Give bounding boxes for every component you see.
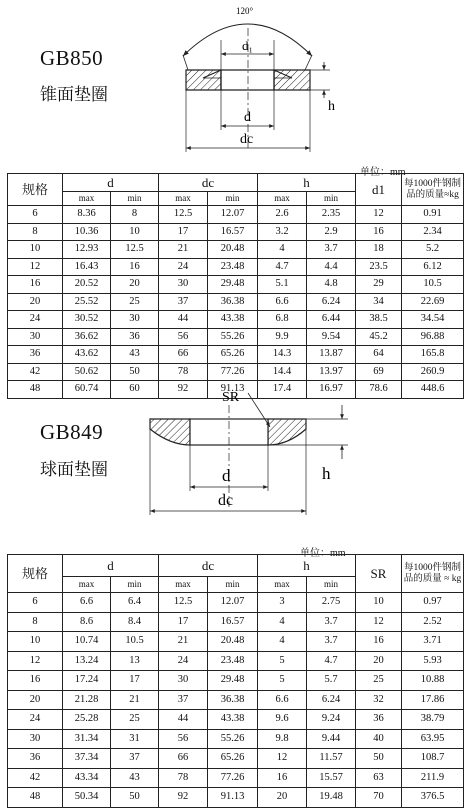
header-mass: 每1000件钢制品的质量 ≈ kg (402, 555, 464, 593)
table-cell: 30 (159, 671, 208, 691)
table-cell: 50.62 (63, 363, 111, 381)
gb849-name: 球面垫圈 (40, 460, 108, 479)
table-cell: 29.48 (208, 276, 258, 294)
gb849-unit: 单位：mm (300, 548, 346, 559)
table-row (8, 788, 464, 808)
table-cell: 16 (111, 258, 159, 276)
cell-spec: 24 (8, 710, 63, 730)
table-row (8, 768, 464, 788)
table-cell: 78 (159, 768, 208, 788)
table-cell: 10.5 (111, 632, 159, 652)
label-d: d (222, 466, 231, 485)
table-cell: 13.24 (63, 651, 111, 671)
table-cell: 8.36 (63, 206, 111, 224)
table-cell: 31 (111, 729, 159, 749)
table-cell: 23.5 (356, 258, 402, 276)
table-cell: 376.5 (402, 788, 464, 808)
cell-spec: 30 (8, 729, 63, 749)
table-cell: 25.52 (63, 293, 111, 311)
table-cell: 37 (159, 690, 208, 710)
table-cell: 21 (111, 690, 159, 710)
table-cell: 4.7 (307, 651, 356, 671)
table-cell: 8.4 (111, 612, 159, 632)
table-cell: 448.6 (402, 381, 464, 399)
table-cell: 9.6 (258, 710, 307, 730)
cell-spec: 30 (8, 328, 63, 346)
table-cell: 50.34 (63, 788, 111, 808)
table-row (8, 311, 464, 329)
header-min: min (208, 577, 258, 593)
table-cell: 8 (111, 206, 159, 224)
table-cell: 96.88 (402, 328, 464, 346)
cell-spec: 8 (8, 223, 63, 241)
table-cell: 25 (111, 710, 159, 730)
table-row (8, 710, 464, 730)
table-cell: 13.87 (307, 346, 356, 364)
table-cell: 17 (159, 612, 208, 632)
gb850-code: GB850 (40, 46, 104, 70)
table-cell: 9.54 (307, 328, 356, 346)
cell-spec: 24 (8, 311, 63, 329)
cell-spec: 16 (8, 276, 63, 294)
table-cell: 6.6 (63, 593, 111, 613)
table-row (8, 749, 464, 769)
angle-label: 120° (236, 6, 254, 16)
table-cell: 10 (356, 593, 402, 613)
table-cell: 77.26 (208, 363, 258, 381)
table-cell: 34 (356, 293, 402, 311)
table-cell: 2.9 (307, 223, 356, 241)
table-cell: 24 (159, 651, 208, 671)
table-cell: 3.7 (307, 612, 356, 632)
header-max: max (63, 577, 111, 593)
table-cell: 16 (258, 768, 307, 788)
table-cell: 16.57 (208, 223, 258, 241)
table-cell: 50 (111, 788, 159, 808)
table-cell: 66 (159, 749, 208, 769)
cell-spec: 12 (8, 258, 63, 276)
cell-spec: 20 (8, 293, 63, 311)
gb850-drawing (0, 0, 470, 170)
table-cell: 77.26 (208, 768, 258, 788)
table-cell: 50 (356, 749, 402, 769)
table-cell: 5 (258, 671, 307, 691)
table-row (8, 328, 464, 346)
cell-spec: 10 (8, 632, 63, 652)
table-cell: 10.36 (63, 223, 111, 241)
table-cell: 3.7 (307, 241, 356, 259)
table-cell: 18 (356, 241, 402, 259)
washer-right-section (268, 419, 306, 445)
table-cell: 92 (159, 381, 208, 399)
label-h: h (322, 464, 331, 483)
table-cell: 4 (258, 612, 307, 632)
table-cell: 10.5 (402, 276, 464, 294)
header-mass: 每1000件钢制品的质量≈kg (402, 174, 464, 206)
table-cell: 56 (159, 328, 208, 346)
table-row (8, 632, 464, 652)
header-d1: d1 (356, 174, 402, 206)
table-cell: 0.97 (402, 593, 464, 613)
table-cell: 5.93 (402, 651, 464, 671)
table-cell: 56 (159, 729, 208, 749)
table-cell: 10.74 (63, 632, 111, 652)
table-cell: 3 (258, 593, 307, 613)
header-max: max (258, 192, 307, 206)
table-cell: 5 (258, 651, 307, 671)
table-cell: 4.7 (258, 258, 307, 276)
cell-spec: 36 (8, 346, 63, 364)
cell-spec: 48 (8, 788, 63, 808)
table-cell: 6.44 (307, 311, 356, 329)
cell-spec: 8 (8, 612, 63, 632)
header-max: max (258, 577, 307, 593)
table-cell: 37.34 (63, 749, 111, 769)
label-sr: SR (222, 390, 240, 405)
table-cell: 16 (356, 632, 402, 652)
table-cell: 78.6 (356, 381, 402, 399)
table-cell: 10 (111, 223, 159, 241)
table-cell: 20 (258, 788, 307, 808)
table-cell: 23.48 (208, 651, 258, 671)
table-cell: 91.13 (208, 381, 258, 399)
label-dc: dc (240, 132, 254, 147)
table-cell: 13 (111, 651, 159, 671)
table-cell: 165.8 (402, 346, 464, 364)
table-cell: 29.48 (208, 671, 258, 691)
table-cell: 16 (356, 223, 402, 241)
header-sr: SR (356, 555, 402, 593)
table-cell: 36.38 (208, 690, 258, 710)
table-cell: 12.5 (159, 593, 208, 613)
table-cell: 44 (159, 311, 208, 329)
gb849-drawing (0, 375, 470, 525)
header-min: min (111, 192, 159, 206)
table-cell: 12.07 (208, 206, 258, 224)
table-cell: 60.74 (63, 381, 111, 399)
table-cell: 20.48 (208, 632, 258, 652)
cell-spec: 42 (8, 768, 63, 788)
table-cell: 4 (258, 632, 307, 652)
table-cell: 23.48 (208, 258, 258, 276)
table-cell: 17 (111, 671, 159, 691)
table-cell: 30 (159, 276, 208, 294)
table-cell: 17 (159, 223, 208, 241)
table-cell: 17.86 (402, 690, 464, 710)
table-cell: 2.52 (402, 612, 464, 632)
table-cell: 5.1 (258, 276, 307, 294)
table-cell: 12.93 (63, 241, 111, 259)
table-cell: 6.8 (258, 311, 307, 329)
gb849-code: GB849 (40, 420, 104, 444)
table-cell: 2.35 (307, 206, 356, 224)
table-cell: 12 (356, 206, 402, 224)
header-spec: 规格 (8, 174, 63, 206)
table-cell: 64 (356, 346, 402, 364)
table-cell: 30.52 (63, 311, 111, 329)
table-row (8, 612, 464, 632)
table-cell: 78 (159, 363, 208, 381)
table-cell: 20.52 (63, 276, 111, 294)
table-cell: 2.75 (307, 593, 356, 613)
table-cell: 6.24 (307, 293, 356, 311)
table-cell: 40 (356, 729, 402, 749)
table-cell: 3.2 (258, 223, 307, 241)
table-cell: 17.24 (63, 671, 111, 691)
table-cell: 16.97 (307, 381, 356, 399)
washer-left-section (150, 419, 190, 445)
table-cell: 4.4 (307, 258, 356, 276)
table-cell: 22.69 (402, 293, 464, 311)
table-row (8, 276, 464, 294)
table-row (8, 690, 464, 710)
cell-spec: 12 (8, 651, 63, 671)
header-d: d (63, 174, 159, 192)
table-cell: 6.4 (111, 593, 159, 613)
table-cell: 21 (159, 632, 208, 652)
header-min: min (208, 192, 258, 206)
table-cell: 260.9 (402, 363, 464, 381)
label-d: d (244, 110, 251, 125)
table-cell: 20 (111, 276, 159, 294)
gb849-table (7, 554, 464, 808)
table-cell: 43 (111, 346, 159, 364)
table-cell: 9.9 (258, 328, 307, 346)
table-cell: 25 (111, 293, 159, 311)
table-cell: 30 (111, 311, 159, 329)
table-cell: 32 (356, 690, 402, 710)
table-cell: 36.38 (208, 293, 258, 311)
table-cell: 65.26 (208, 346, 258, 364)
table-cell: 12 (258, 749, 307, 769)
table-cell: 4 (258, 241, 307, 259)
table-cell: 6.6 (258, 293, 307, 311)
table-cell: 15.57 (307, 768, 356, 788)
table-cell: 20 (356, 651, 402, 671)
header-min: min (111, 577, 159, 593)
table-cell: 17.4 (258, 381, 307, 399)
table-cell: 6.12 (402, 258, 464, 276)
table-cell: 69 (356, 363, 402, 381)
table-cell: 34.54 (402, 311, 464, 329)
table-cell: 9.24 (307, 710, 356, 730)
header-dc: dc (159, 555, 258, 577)
table-cell: 38.5 (356, 311, 402, 329)
table-cell: 11.57 (307, 749, 356, 769)
table-cell: 16.43 (63, 258, 111, 276)
table-cell: 36 (111, 328, 159, 346)
table-row (8, 729, 464, 749)
table-row (8, 258, 464, 276)
table-cell: 13.97 (307, 363, 356, 381)
table-cell: 38.79 (402, 710, 464, 730)
table-cell: 4.8 (307, 276, 356, 294)
table-cell: 3.71 (402, 632, 464, 652)
table-cell: 5.2 (402, 241, 464, 259)
table-cell: 43.38 (208, 710, 258, 730)
header-h: h (258, 174, 356, 192)
table-cell: 63 (356, 768, 402, 788)
table-cell: 44 (159, 710, 208, 730)
cell-spec: 36 (8, 749, 63, 769)
table-cell: 50 (111, 363, 159, 381)
table-cell: 43.38 (208, 311, 258, 329)
table-cell: 8.6 (63, 612, 111, 632)
table-cell: 43.62 (63, 346, 111, 364)
table-cell: 3.7 (307, 632, 356, 652)
table-row (8, 293, 464, 311)
gb850-name: 锥面垫圈 (40, 85, 108, 104)
table-cell: 55.26 (208, 729, 258, 749)
table-cell: 19.48 (307, 788, 356, 808)
table-cell: 14.3 (258, 346, 307, 364)
table-cell: 12.5 (159, 206, 208, 224)
cell-spec: 16 (8, 671, 63, 691)
table-cell: 91.13 (208, 788, 258, 808)
table-row (8, 346, 464, 364)
table-cell: 29 (356, 276, 402, 294)
table-row (8, 593, 464, 613)
table-cell: 70 (356, 788, 402, 808)
table-cell: 63.95 (402, 729, 464, 749)
table-cell: 5.7 (307, 671, 356, 691)
table-cell: 12.5 (111, 241, 159, 259)
table-row (8, 651, 464, 671)
table-cell: 60 (111, 381, 159, 399)
table-cell: 43 (111, 768, 159, 788)
table-cell: 25 (356, 671, 402, 691)
table-cell: 25.28 (63, 710, 111, 730)
cell-spec: 6 (8, 206, 63, 224)
table-cell: 2.34 (402, 223, 464, 241)
header-dc: dc (159, 174, 258, 192)
label-dc: dc (218, 492, 234, 509)
table-cell: 10.88 (402, 671, 464, 691)
header-min: min (307, 192, 356, 206)
table-cell: 36 (356, 710, 402, 730)
table-cell: 12.07 (208, 593, 258, 613)
header-max: max (159, 192, 208, 206)
table-cell: 66 (159, 346, 208, 364)
table-row (8, 206, 464, 224)
table-cell: 9.44 (307, 729, 356, 749)
washer-left-section (186, 70, 221, 90)
table-cell: 31.34 (63, 729, 111, 749)
table-cell: 2.6 (258, 206, 307, 224)
cell-spec: 48 (8, 381, 63, 399)
table-cell: 21.28 (63, 690, 111, 710)
table-cell: 6.6 (258, 690, 307, 710)
table-cell: 43.34 (63, 768, 111, 788)
table-cell: 14.4 (258, 363, 307, 381)
table-cell: 20.48 (208, 241, 258, 259)
table-cell: 108.7 (402, 749, 464, 769)
table-cell: 37 (111, 749, 159, 769)
table-row (8, 223, 464, 241)
table-row (8, 241, 464, 259)
table-cell: 0.91 (402, 206, 464, 224)
table-cell: 36.62 (63, 328, 111, 346)
table-cell: 92 (159, 788, 208, 808)
cell-spec: 6 (8, 593, 63, 613)
header-spec: 规格 (8, 555, 63, 593)
cell-spec: 10 (8, 241, 63, 259)
gb850-unit: 单位：mm (360, 167, 406, 178)
table-cell: 24 (159, 258, 208, 276)
table-cell: 211.9 (402, 768, 464, 788)
label-d1: d₁ (242, 38, 254, 53)
table-cell: 12 (356, 612, 402, 632)
table-cell: 21 (159, 241, 208, 259)
table-cell: 6.24 (307, 690, 356, 710)
header-min: min (307, 577, 356, 593)
table-cell: 9.8 (258, 729, 307, 749)
gb850-table (7, 173, 464, 399)
table-cell: 16.57 (208, 612, 258, 632)
label-h: h (328, 99, 335, 114)
table-cell: 55.26 (208, 328, 258, 346)
table-cell: 65.26 (208, 749, 258, 769)
table-cell: 45.2 (356, 328, 402, 346)
cell-spec: 20 (8, 690, 63, 710)
cell-spec: 42 (8, 363, 63, 381)
table-cell: 37 (159, 293, 208, 311)
table-row (8, 671, 464, 691)
header-max: max (159, 577, 208, 593)
header-h: h (258, 555, 356, 577)
header-max: max (63, 192, 111, 206)
header-d: d (63, 555, 159, 577)
